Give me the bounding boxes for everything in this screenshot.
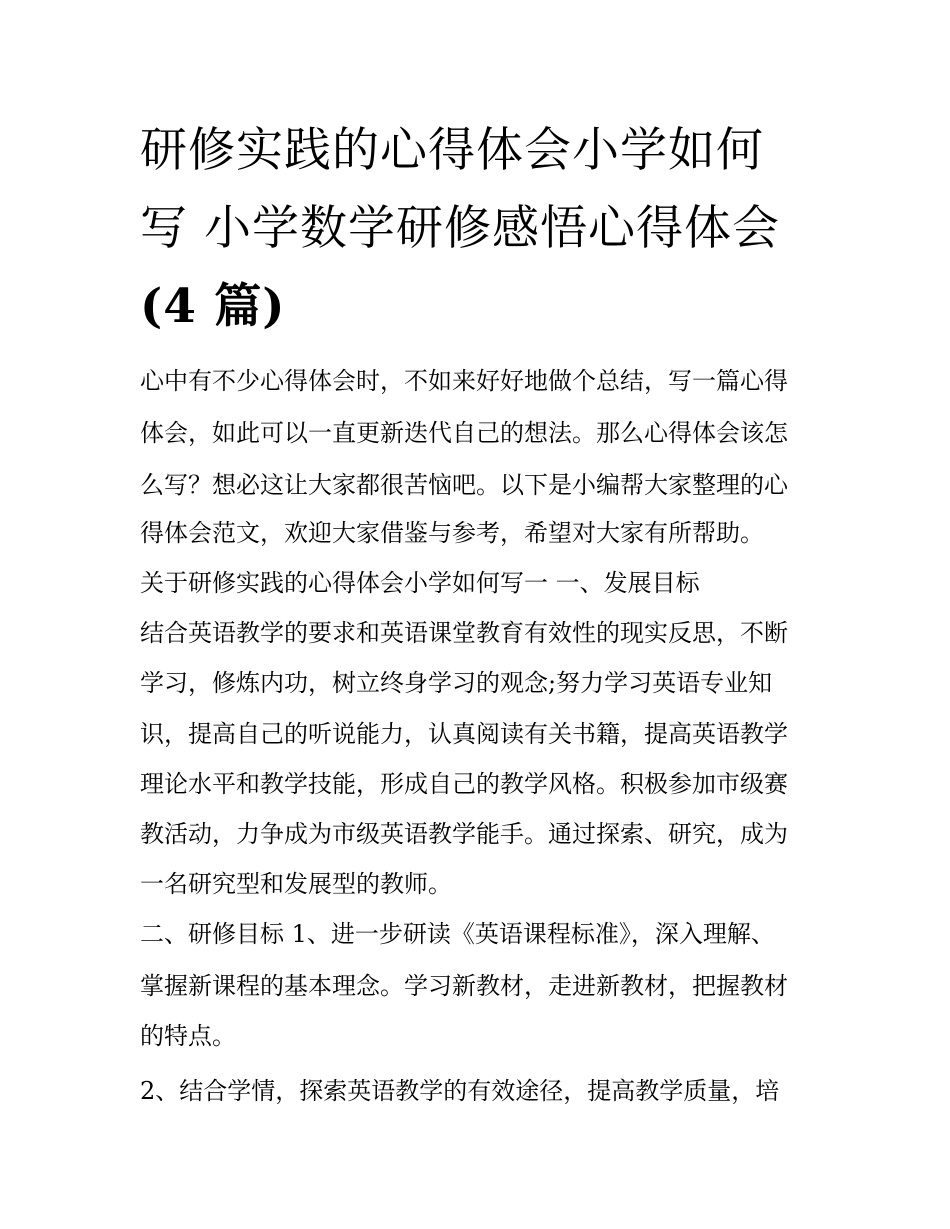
body-line: 的特点。 (140, 1022, 236, 1050)
body-line: 得体会范文，欢迎大家借鉴与参考，希望对大家有所帮助。 (140, 519, 764, 547)
document-title (140, 112, 820, 346)
body-line: 掌握新课程的基本理念。学习新教材，走进新教材，把握教材 (140, 972, 788, 1000)
body-line: 心中有不少心得体会时，不如来好好地做个总结，写一篇心得 (140, 367, 788, 395)
body-line: 识，提高自己的听说能力，认真阅读有关书籍，提高英语教学 (140, 720, 788, 748)
title-line-1: 研修实践的心得体会小学如何 (140, 123, 764, 178)
body-line: 么写？想必这让大家都很苦恼吧。以下是小编帮大家整理的心 (140, 471, 788, 499)
body-line: 结合英语教学的要求和英语课堂教育有效性的现实反思，不断 (140, 619, 788, 647)
body-line: 教活动，力争成为市级英语教学能手。通过探索、研究，成为 (140, 820, 788, 848)
section-heading-line: 关于研修实践的心得体会小学如何写一 一、发展目标 (140, 569, 700, 597)
title-line-2: 写 小学数学研修感悟心得体会 (140, 201, 780, 256)
body-line: 2、结合学情，探索英语教学的有效途径，提高教学质量，培 (140, 1077, 780, 1105)
body-line: 体会，如此可以一直更新迭代自己的想法。那么心得体会该怎 (140, 419, 788, 447)
body-line: 学习，修炼内功，树立终身学习的观念;努力学习英语专业知 (140, 669, 773, 697)
body-line: 理论水平和教学技能，形成自己的教学风格。积极参加市级赛 (140, 770, 788, 798)
body-line: 一名研究型和发展型的教师。 (140, 870, 452, 898)
body-line: 二、研修目标 1、进一步研读《英语课程标准》，深入理解、 (140, 920, 775, 948)
title-line-3: (4 篇) (140, 279, 286, 334)
